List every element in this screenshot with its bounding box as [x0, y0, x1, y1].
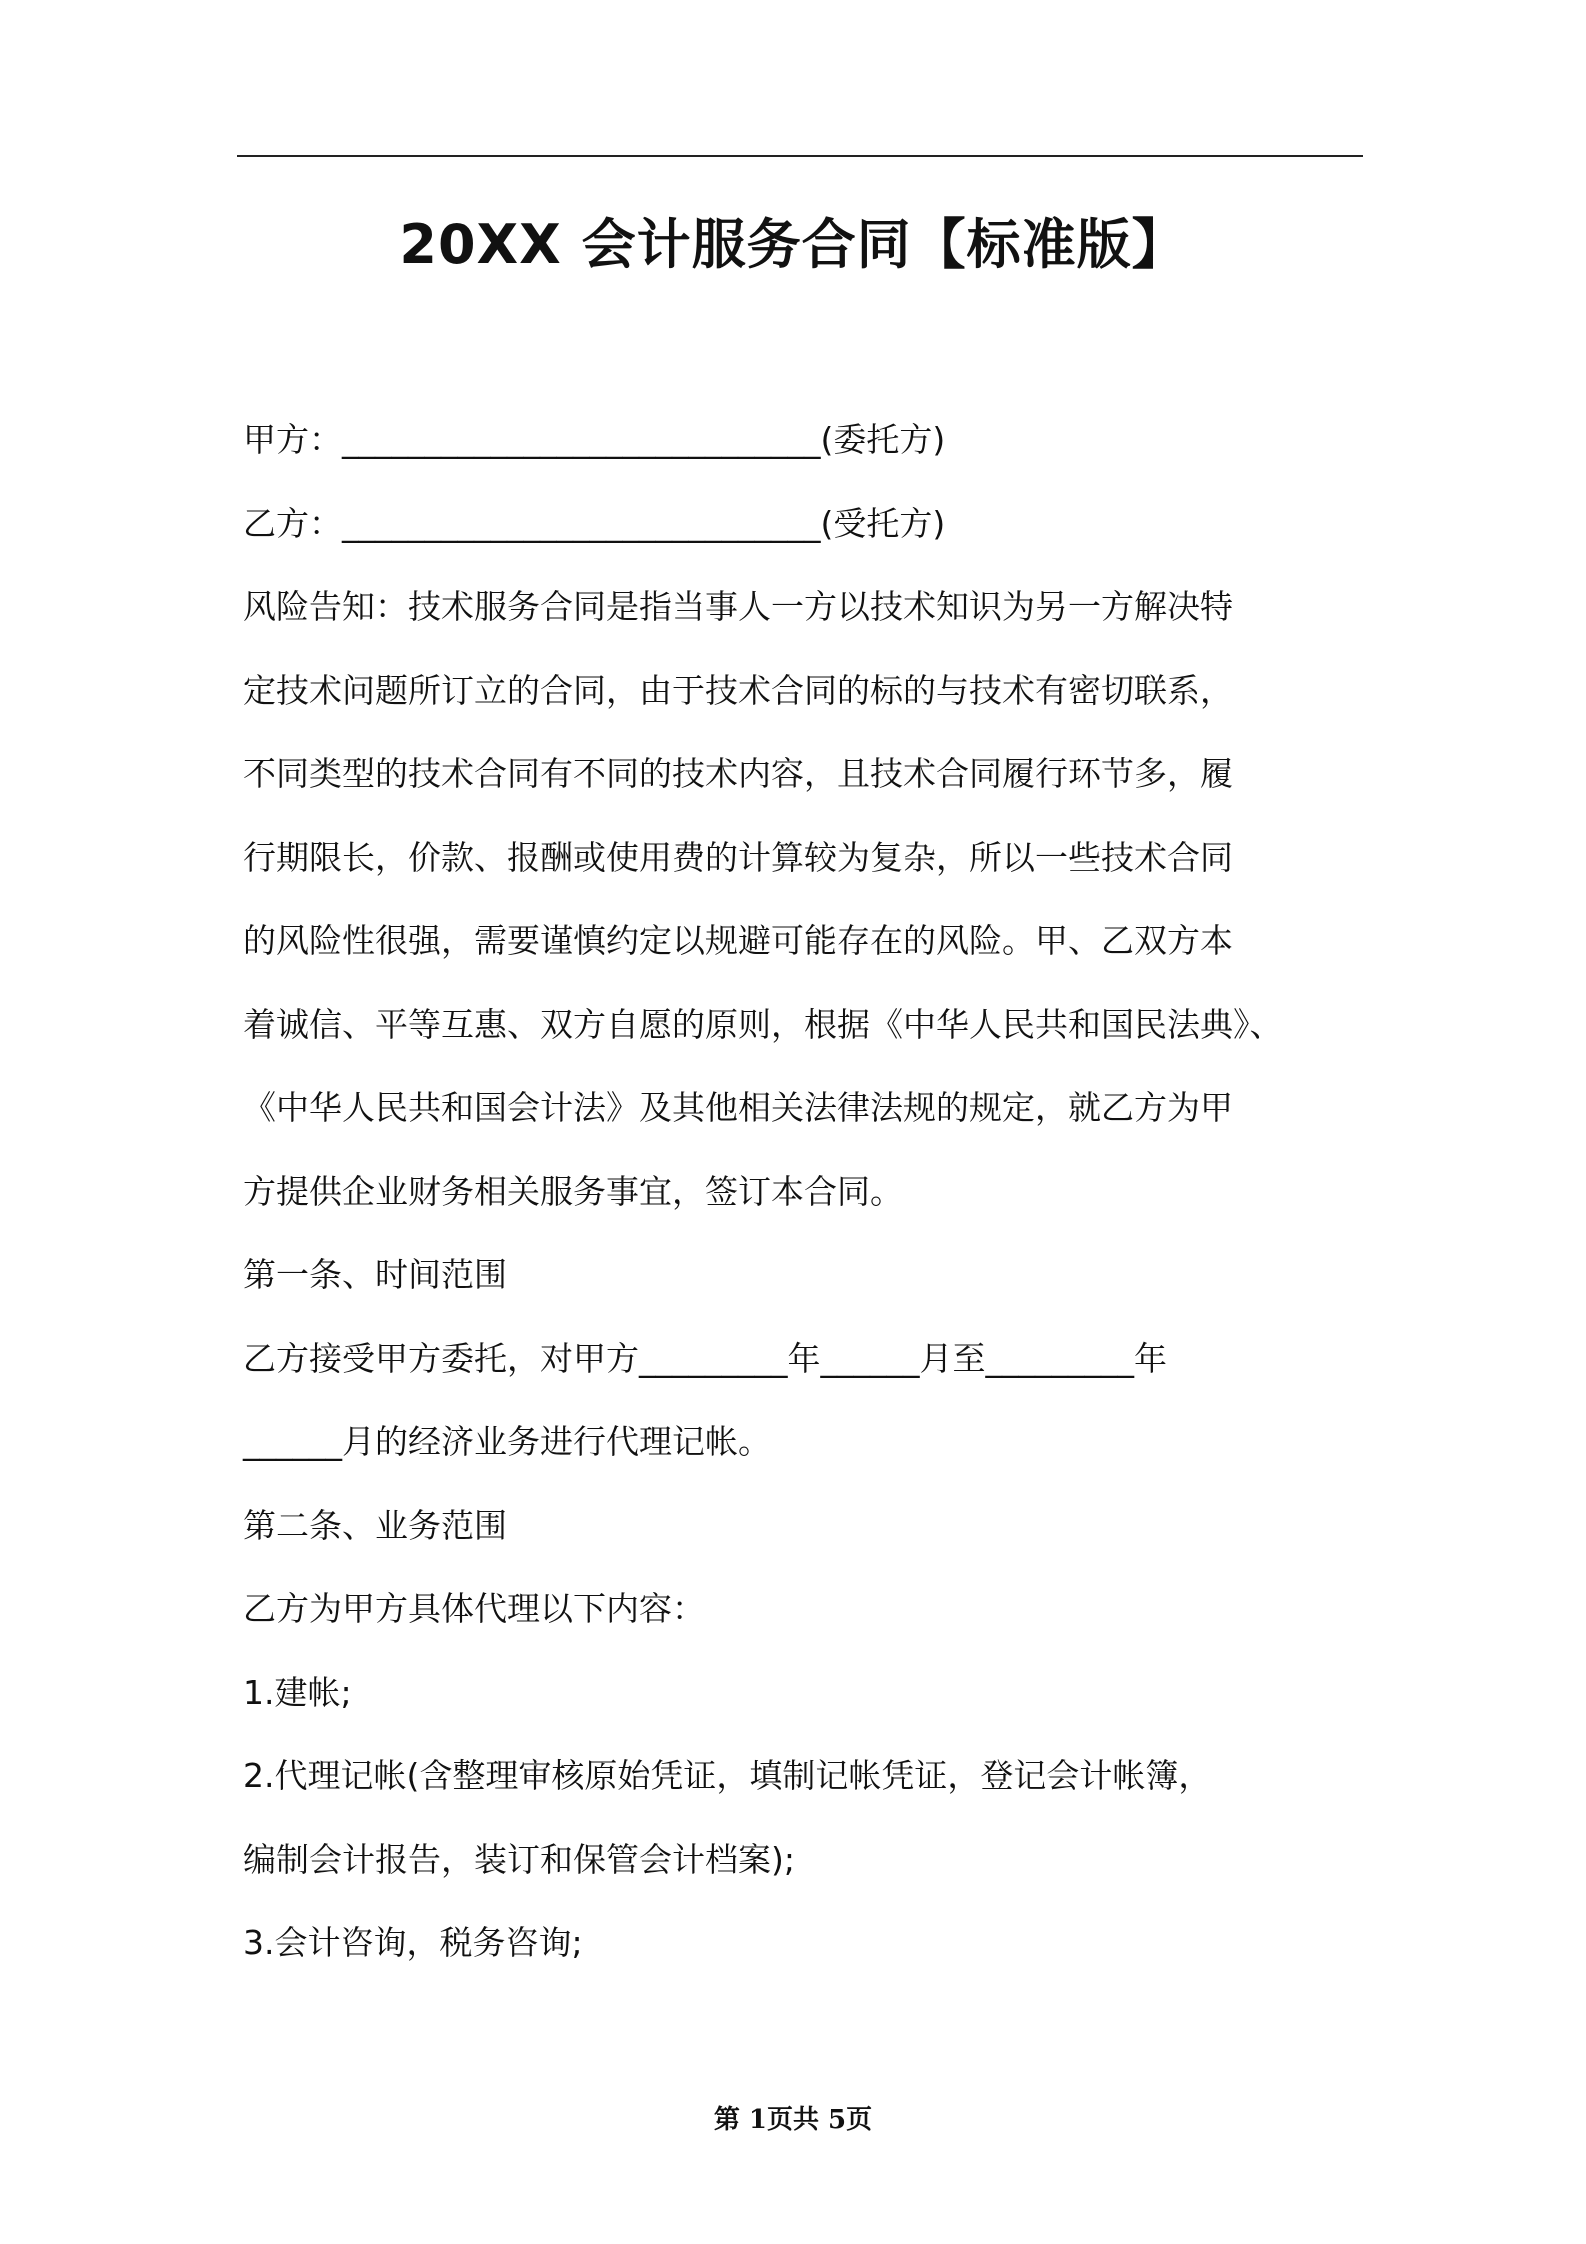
risk-notice-line: 的风险性很强，需要谨慎约定以规避可能存在的风险。甲、乙双方本 — [243, 921, 1233, 960]
party-b-line: 乙方：_____________________________(受托方) — [243, 503, 946, 543]
page-number: 第 1页共 5页 — [713, 2105, 873, 2135]
document-title: 20XX 会计服务合同【标准版】 — [399, 213, 1187, 276]
risk-notice-line: 不同类型的技术合同有不同的技术内容，且技术合同履行环节多，履 — [243, 754, 1233, 793]
party-a-line: 甲方：_____________________________(委托方) — [243, 420, 946, 459]
header-rule — [237, 155, 1363, 157]
risk-notice-line: 风险告知：技术服务合同是指当事人一方以技术知识为另一方解决特 — [243, 587, 1233, 626]
list-item: 1.建帐; — [243, 1672, 352, 1712]
risk-notice-line: 定技术问题所订立的合同，由于技术合同的标的与技术有密切联系， — [243, 670, 1233, 710]
article-1-heading: 第一条、时间范围 — [243, 1255, 507, 1294]
article-2-heading: 第二条、业务范围 — [243, 1505, 507, 1545]
risk-notice-line: 《中华人民共和国会计法》及其他相关法律法规的规定，就乙方为甲 — [243, 1088, 1233, 1127]
risk-notice-line: 着诚信、平等互惠、双方自愿的原则，根据《中华人民共和国民法典》、 — [243, 1004, 1283, 1044]
list-item: 编制会计报告，装订和保管会计档案); — [243, 1839, 795, 1879]
article-2-text: 乙方为甲方具体代理以下内容： — [243, 1589, 705, 1628]
list-item: 2.代理记帐(含整理审核原始凭证，填制记帐凭证，登记会计帐簿， — [243, 1756, 1212, 1795]
article-1-text: ______月的经济业务进行代理记帐。 — [243, 1422, 771, 1461]
document-body — [243, 398, 1363, 1985]
risk-notice-line: 行期限长，价款、报酬或使用费的计算较为复杂，所以一些技术合同 — [243, 837, 1233, 877]
list-item: 3.会计咨询，税务咨询; — [243, 1923, 583, 1962]
article-1-text: 乙方接受甲方委托，对甲方_________年______月至_________年 — [243, 1338, 1167, 1378]
risk-notice-line: 方提供企业财务相关服务事宜，签订本合同。 — [243, 1171, 903, 1211]
